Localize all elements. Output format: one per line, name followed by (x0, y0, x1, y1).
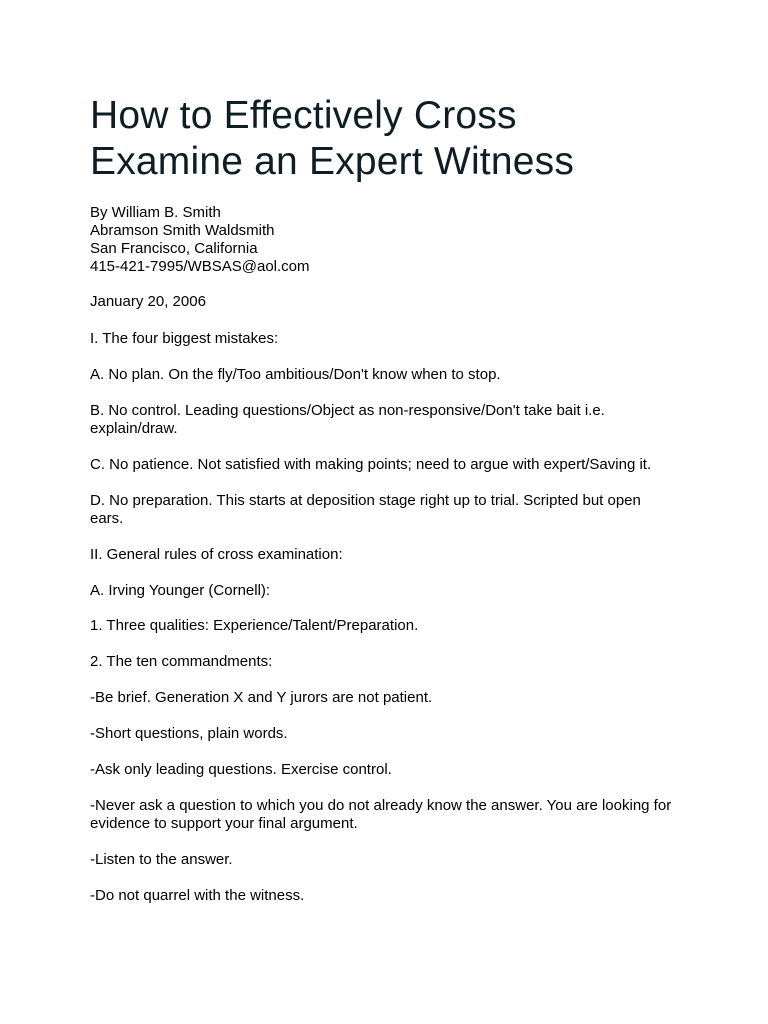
section-heading: I. The four biggest mistakes: (90, 330, 279, 347)
document-date: January 20, 2006 (90, 293, 206, 310)
list-item: -Listen to the answer. (90, 851, 233, 868)
author-contact: 415-421-7995/WBSAS@aol.com (90, 258, 310, 275)
title-line-1: How to Effectively Cross (90, 94, 517, 137)
paragraph-continuation: explain/draw. (90, 420, 178, 437)
paragraph-continuation: ears. (90, 510, 124, 527)
author-block (90, 204, 690, 276)
paragraph: D. No preparation. This starts at deposition stage right up to trial. Scripted but open (90, 492, 641, 509)
list-item-continuation: evidence to support your final argument. (90, 815, 358, 832)
paragraph: A. No plan. On the fly/Too ambitious/Don't know when to stop. (90, 366, 501, 383)
list-item: -Ask only leading questions. Exercise control. (90, 761, 392, 778)
paragraph: B. No control. Leading questions/Object as non-responsive/Don't take bait i.e. (90, 402, 605, 419)
title-line-2: Examine an Expert Witness (90, 140, 575, 183)
paragraph: C. No patience. Not satisfied with making points; need to argue with expert/Saving it. (90, 456, 652, 473)
document-title (90, 93, 710, 185)
section-heading: II. General rules of cross examination: (90, 546, 343, 563)
list-item: -Never ask a question to which you do not already know the answer. You are looking for (90, 797, 672, 814)
list-item: -Do not quarrel with the witness. (90, 887, 305, 904)
paragraph: 1. Three qualities: Experience/Talent/Preparation. (90, 617, 419, 634)
author-byline: By William B. Smith (90, 204, 221, 221)
list-item: -Be brief. Generation X and Y jurors are not patient. (90, 689, 433, 706)
list-item: -Short questions, plain words. (90, 725, 288, 742)
author-firm: Abramson Smith Waldsmith (90, 222, 275, 239)
paragraph: A. Irving Younger (Cornell): (90, 582, 271, 599)
paragraph: 2. The ten commandments: (90, 653, 273, 670)
author-location: San Francisco, California (90, 240, 258, 257)
